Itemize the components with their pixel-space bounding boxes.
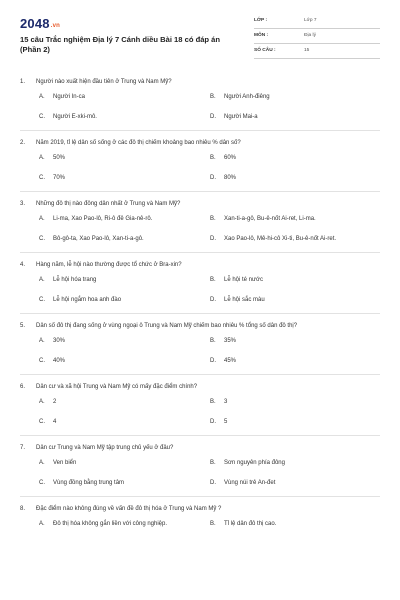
option-text: Người Anh-điêng [224, 94, 270, 100]
answer-option[interactable] [39, 459, 210, 468]
option-text: Xao Pao-lô, Mê-hi-cô Xi-ti, Bu-ê-nốt Ai-ret. [224, 236, 337, 242]
meta-value: 15 [304, 48, 310, 53]
question-item [20, 139, 380, 192]
question-number: 1. [20, 79, 26, 85]
question-item [20, 200, 380, 253]
option-text: Người In-ca [53, 94, 85, 100]
option-text: 70% [53, 175, 66, 181]
option-letter: A. [39, 155, 45, 161]
answer-option[interactable] [39, 357, 210, 366]
meta-key: SỐ CÂU : [254, 48, 276, 53]
question-text: Những đô thị nào đông dân nhất ở Trung và Nam Mỹ? [36, 201, 181, 207]
question-text: Người nào xuất hiện đầu tiên ở Trung và Nam Mỹ? [36, 79, 172, 85]
answer-option[interactable] [210, 398, 381, 407]
option-letter: A. [39, 216, 45, 222]
question-number: 4. [20, 262, 26, 268]
answer-option[interactable] [39, 154, 210, 163]
option-text: Li-ma, Xao Pao-lô, Ri-ô đê Gia-nê-rô. [53, 216, 153, 222]
answer-option[interactable] [39, 113, 210, 122]
option-text: Vùng đồng bằng trung tâm [53, 480, 125, 486]
question-stem [20, 139, 380, 148]
question-text: Dân cư và xã hội Trung và Nam Mỹ có mấy đặc điểm chính? [36, 384, 198, 390]
option-letter: A. [39, 94, 45, 100]
meta-key: LỚP : [254, 18, 268, 23]
meta-value: Lớp 7 [304, 18, 317, 23]
question-stem [20, 78, 380, 87]
option-text: 80% [224, 175, 237, 181]
answer-option[interactable] [210, 215, 381, 224]
option-text: 2 [53, 399, 57, 405]
question-number: 8. [20, 506, 26, 512]
option-text: Xan-ti-a-gô, Bu-ê-nốt Ai-ret, Li-ma. [224, 216, 316, 222]
question-text: Dân số đô thị đang sống ở vùng ngoại ô Trung và Nam Mỹ chiếm bao nhiêu % tổng số dân đô thị? [36, 323, 298, 329]
answer-option[interactable] [39, 398, 210, 407]
document-header [20, 14, 380, 64]
option-letter: B. [210, 399, 216, 405]
option-letter: B. [210, 94, 216, 100]
option-text: Lễ hội té nước [224, 277, 263, 283]
question-number: 7. [20, 445, 26, 451]
question-stem [20, 322, 380, 331]
option-text: Bô-gô-ta, Xao Pao-lô, Xan-ti-a-gô. [53, 236, 144, 242]
question-stem [20, 505, 380, 514]
answer-option[interactable] [210, 418, 381, 427]
option-letter: A. [39, 460, 45, 466]
meta-info [254, 14, 380, 59]
option-text: 5 [224, 419, 228, 425]
question-number: 6. [20, 384, 26, 390]
option-letter: C. [39, 114, 45, 120]
answer-option[interactable] [210, 276, 381, 285]
question-text: Năm 2019, tỉ lệ dân số sống ở các đô thị chiếm khoảng bao nhiêu % dân số? [36, 140, 241, 146]
question-text: Đặc điểm nào không đúng về vấn đề đô thị hóa ở Trung và Nam Mỹ ? [36, 506, 222, 512]
answer-options [39, 154, 380, 183]
question-item [20, 383, 380, 436]
option-letter: A. [39, 399, 45, 405]
option-text: Tỉ lệ dân đô thị cao. [224, 521, 277, 527]
meta-key: MÔN : [254, 33, 269, 38]
option-letter: C. [39, 419, 45, 425]
site-logo[interactable] [20, 16, 60, 31]
answer-option[interactable] [210, 337, 381, 346]
option-text: 45% [224, 358, 237, 364]
meta-row-class [254, 14, 380, 29]
option-letter: B. [210, 155, 216, 161]
option-letter: D. [210, 419, 216, 425]
option-letter: D. [210, 236, 216, 242]
option-text: 35% [224, 338, 237, 344]
option-letter: B. [210, 338, 216, 344]
option-text: 60% [224, 155, 237, 161]
option-text: Ven biển [53, 460, 77, 466]
option-letter: A. [39, 277, 45, 283]
option-text: Người Mai-a [224, 114, 258, 120]
option-text: 40% [53, 358, 66, 364]
answer-option[interactable] [39, 418, 210, 427]
question-item [20, 444, 380, 497]
question-stem [20, 383, 380, 392]
answer-options [39, 337, 380, 366]
answer-option[interactable] [210, 93, 381, 102]
option-letter: C. [39, 297, 45, 303]
question-text: Hàng năm, lễ hội nào thường được tổ chức ở Bra-xin? [36, 262, 182, 268]
option-letter: D. [210, 297, 216, 303]
answer-option[interactable] [39, 520, 210, 529]
option-text: Lễ hội sắc màu [224, 297, 265, 303]
question-number: 3. [20, 201, 26, 207]
page-title: 15 câu Trắc nghiệm Địa lý 7 Cánh diều Bài 18 có đáp án (Phần 2) [20, 35, 221, 54]
option-letter: D. [210, 358, 216, 364]
answer-options [39, 459, 380, 488]
answer-option[interactable] [210, 357, 381, 366]
question-stem [20, 261, 380, 270]
answer-option[interactable] [39, 235, 210, 244]
meta-row-count [254, 44, 380, 59]
option-letter: A. [39, 521, 45, 527]
option-letter: A. [39, 338, 45, 344]
option-letter: B. [210, 460, 216, 466]
answer-option[interactable] [210, 235, 381, 244]
question-list [20, 78, 380, 545]
answer-option[interactable] [210, 459, 381, 468]
option-text: Sơn nguyên phía đông [224, 460, 285, 466]
answer-option[interactable] [39, 337, 210, 346]
question-item [20, 261, 380, 314]
answer-options [39, 398, 380, 427]
option-letter: C. [39, 175, 45, 181]
question-number: 5. [20, 323, 26, 329]
question-item [20, 505, 380, 537]
option-letter: B. [210, 216, 216, 222]
answer-option[interactable] [39, 93, 210, 102]
option-text: Lễ hội hóa trang [53, 277, 97, 283]
answer-option[interactable] [210, 154, 381, 163]
answer-options [39, 215, 380, 244]
logo-suffix: .vn [50, 23, 61, 29]
meta-value: Địa lý [304, 33, 316, 38]
option-letter: B. [210, 277, 216, 283]
option-letter: D. [210, 114, 216, 120]
answer-options [39, 276, 380, 305]
option-letter: D. [210, 480, 216, 486]
answer-option[interactable] [39, 479, 210, 488]
option-letter: D. [210, 175, 216, 181]
option-letter: C. [39, 480, 45, 486]
option-letter: B. [210, 521, 216, 527]
answer-option[interactable] [39, 215, 210, 224]
option-text: 30% [53, 338, 66, 344]
option-text: 50% [53, 155, 66, 161]
answer-option[interactable] [39, 174, 210, 183]
option-text: Vùng núi trẻ An-đet [224, 480, 276, 486]
logo-text: 2048 [20, 16, 50, 31]
question-text: Dân cư Trung và Nam Mỹ tập trung chủ yếu ở đâu? [36, 445, 174, 451]
answer-option[interactable] [210, 113, 381, 122]
meta-row-subject [254, 29, 380, 44]
option-text: Lễ hội ngắm hoa anh đào [53, 297, 122, 303]
answer-options [39, 93, 380, 122]
question-stem [20, 444, 380, 453]
answer-option[interactable] [210, 174, 381, 183]
question-stem [20, 200, 380, 209]
answer-option[interactable] [210, 296, 381, 305]
answer-option[interactable] [39, 296, 210, 305]
option-text: Đô thị hóa không gắn liền với công nghiệp. [53, 521, 168, 527]
option-letter: C. [39, 236, 45, 242]
answer-option[interactable] [210, 479, 381, 488]
question-item [20, 78, 380, 131]
answer-option[interactable] [210, 520, 381, 529]
question-item [20, 322, 380, 375]
answer-option[interactable] [39, 276, 210, 285]
option-letter: C. [39, 358, 45, 364]
question-number: 2. [20, 140, 26, 146]
answer-options [39, 520, 380, 529]
option-text: 4 [53, 419, 57, 425]
option-text: 3 [224, 399, 228, 405]
option-text: Người E-xki-mô. [53, 114, 97, 120]
